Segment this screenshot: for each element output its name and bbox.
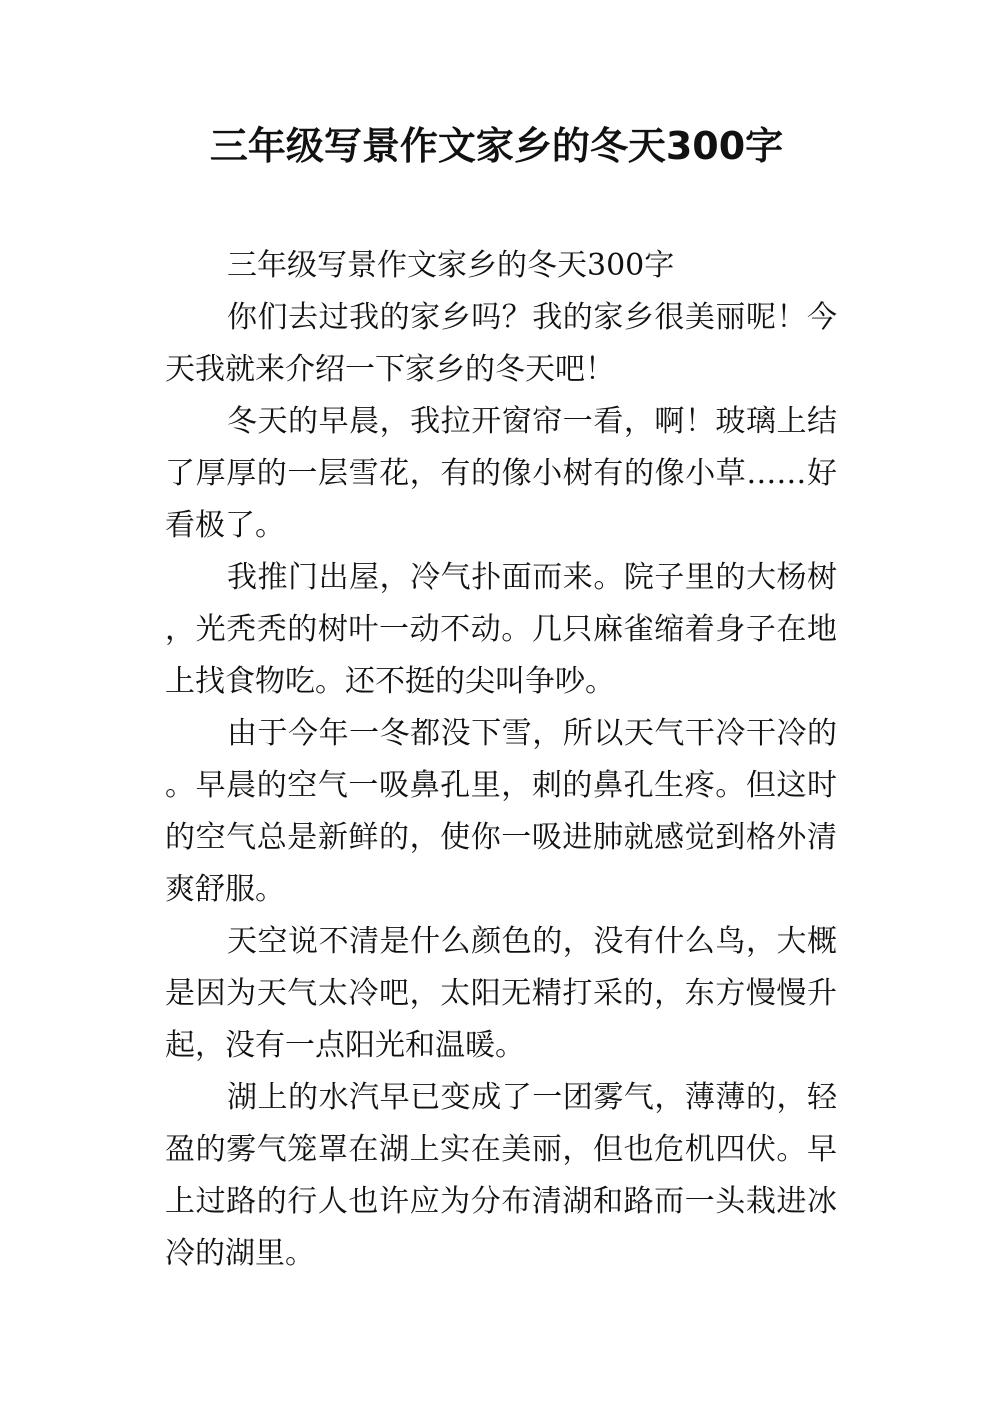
paragraph-courtyard: 我推门出屋，冷气扑面而来。院子里的大杨树，光秃秃的树叶一动不动。几只麻雀缩着身子在地上找食物吃。还不挺的尖叫争吵。 xyxy=(165,560,837,699)
paragraph-intro: 你们去过我的家乡吗？我的家乡很美丽呢！今天我就来介绍一下家乡的冬天吧！ xyxy=(165,300,837,387)
paragraph-morning-window: 冬天的早晨，我拉开窗帘一看，啊！玻璃上结了厚厚的一层雪花，有的像小树有的像小草……好看极了。 xyxy=(165,404,837,543)
paragraph-subtitle: 三年级写景作文家乡的冬天300字 xyxy=(227,248,675,283)
paragraph-sky: 天空说不清是什么颜色的，没有什么鸟，大概是因为天气太冷吧，太阳无精打采的，东方慢慢升起，没有一点阳光和温暖。 xyxy=(165,924,837,1063)
paragraph-lake-fog: 湖上的水汽早已变成了一团雾气，薄薄的，轻盈的雾气笼罩在湖上实在美丽，但也危机四伏。早上过路的行人也许应为分布清湖和路而一头栽进冰冷的湖里。 xyxy=(165,1080,837,1271)
paragraph-cold-air: 由于今年一冬都没下雪，所以天气干冷干冷的。早晨的空气一吸鼻孔里，刺的鼻孔生疼。但这时的空气总是新鲜的，使你一吸进肺就感觉到格外清爽舒服。 xyxy=(165,716,837,907)
document-body xyxy=(165,240,837,1280)
document-title: 三年级写景作文家乡的冬天300字 xyxy=(209,124,784,168)
